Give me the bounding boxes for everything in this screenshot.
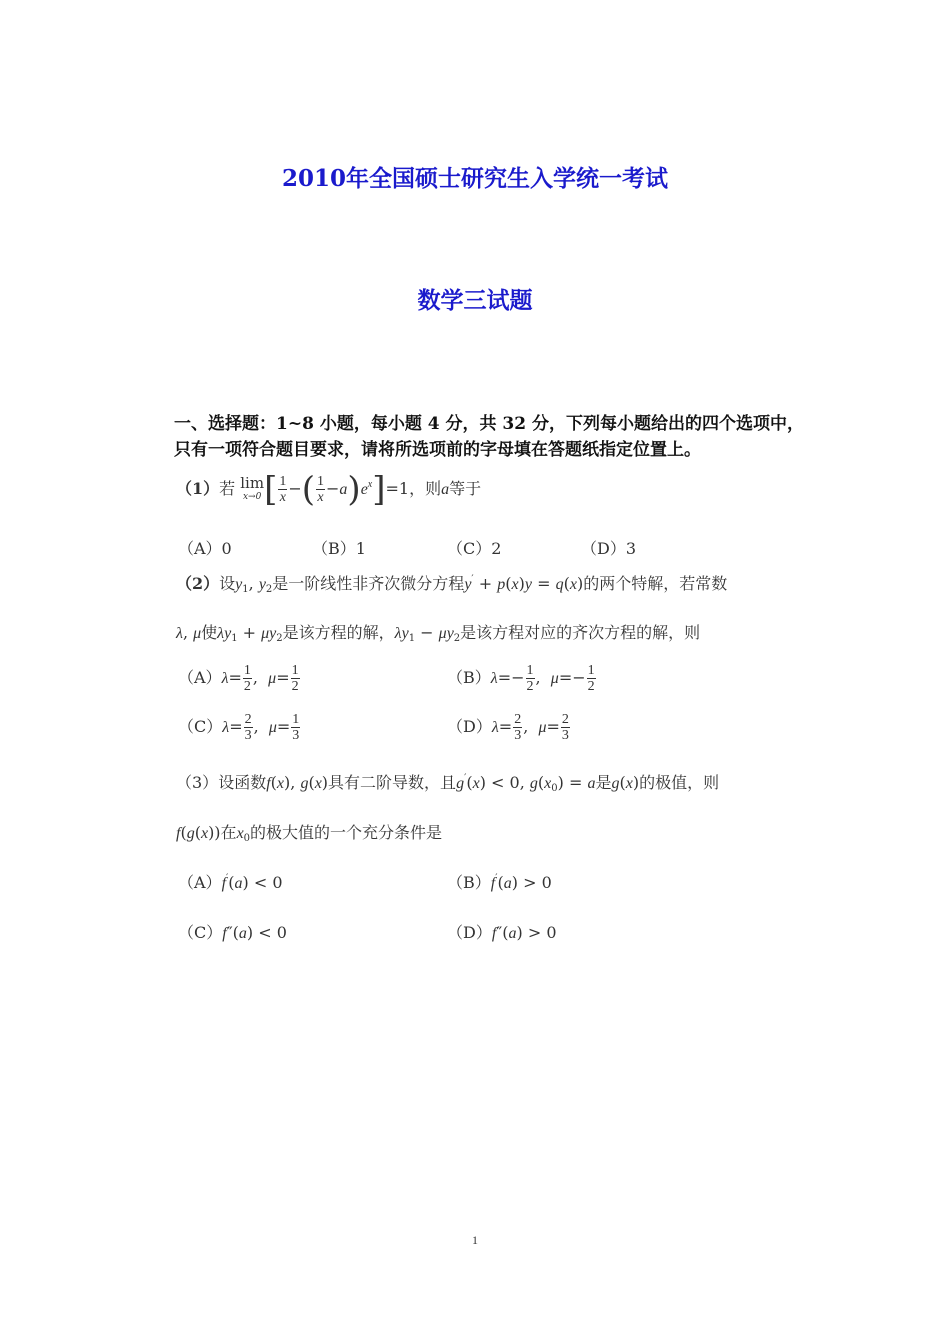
question-2-option-d-label: （D）: [447, 717, 492, 736]
section-instructions-line2: 只有一项符合题目要求，请将所选项前的字母填在答题纸指定位置上。: [174, 440, 701, 460]
question-3-option-a-label: （A）: [178, 873, 222, 892]
question-2-option-c: （C）λ= $\frac{2}{3}$ , μ= $\frac{1}{3}$: [178, 712, 300, 743]
section-instructions-line1: 一、选择题：1~8 小题，每小题 4 分，共 32 分，下列每小题给出的四个选项中，: [174, 414, 804, 434]
question-2-option-d: （D）λ= $\frac{2}{3}$ , μ= $\frac{2}{3}$: [447, 712, 569, 743]
question-3-text1: 设函数: [218, 773, 267, 792]
page-number: 1: [472, 1233, 478, 1247]
question-2-text2: 是一阶线性非齐次微分方程: [272, 574, 465, 593]
question-3-text4: 的极值，则: [639, 773, 720, 792]
exam-title: 2010年全国硕士研究生入学统一考试: [281, 165, 668, 192]
question-1-number: （1）: [176, 479, 220, 498]
question-2-line2: λ, μ使$\lambda y_1 + \mu y_2$是该方程的解，$\lambda y_1 - \mu y_2$是该方程对应的齐次方程的解，则: [176, 623, 701, 644]
question-3-option-b-label: （B）: [447, 873, 491, 892]
question-2-option-c-label: （C）: [178, 717, 223, 736]
question-3-number: （3）: [176, 773, 219, 792]
question-3-line1: （3）设函数f(x), g(x)具有二阶导数，且g′(x) < 0, $g(x_0) = a$是g(x)的极值，则: [176, 773, 720, 794]
question-3-text2: 具有二阶导数，且: [328, 773, 457, 792]
question-2-line1: （2）设$y_1$, $y_2$是一阶线性非齐次微分方程y′ + p(x)y = q(x)的两个特解，若常数: [176, 574, 728, 595]
question-3-line2: f(g(x))在$x_0$的极大值的一个充分条件是: [176, 823, 443, 844]
question-3-option-d: （D）f″(a) > 0: [447, 923, 557, 942]
question-1-option-c: （C）2: [447, 539, 502, 558]
question-3-option-c: （C）f″(a) < 0: [178, 923, 287, 942]
question-2-option-b: （B）λ=− $\frac{1}{2}$ , μ=− $\frac{1}{2}$: [447, 663, 595, 694]
question-1-option-a: （A）0: [178, 539, 232, 558]
question-2-number: （2）: [176, 574, 220, 593]
question-1-option-d: （D）3: [581, 539, 637, 558]
question-2-option-a-label: （A）: [178, 668, 222, 687]
question-2-text1: 设: [219, 574, 236, 593]
question-3-text6: 的极大值的一个充分条件是: [250, 823, 443, 842]
question-1-tail: 等于: [449, 479, 482, 498]
question-1-prefix: 若: [219, 479, 236, 498]
question-2-text4: 使: [201, 623, 218, 642]
question-2-text5: 是该方程的解，: [282, 623, 395, 642]
question-3-option-c-label: （C）: [178, 923, 223, 942]
question-2-option-a: （A）λ= $\frac{1}{2}$ , μ= $\frac{1}{2}$: [178, 663, 299, 694]
exam-subtitle: 数学三试题: [417, 287, 533, 314]
question-2-option-b-label: （B）: [447, 668, 491, 687]
question-1: （1）若 lim x→0 [ $\frac{1}{x}$ −( $\frac{1}{x}$ $-a)e^x]=1$，则a等于: [176, 469, 482, 510]
question-2-text6: 是该方程对应的齐次方程的解，则: [460, 623, 701, 642]
question-3-option-d-label: （D）: [447, 923, 492, 942]
question-3-option-b: （B）f′(a) > 0: [447, 873, 552, 892]
question-1-suffix: ，则: [409, 479, 442, 498]
question-2-text3: 的两个特解，若常数: [583, 574, 728, 593]
question-3-text3: 是: [595, 773, 612, 792]
question-3-option-a: （A）f′(a) < 0: [178, 873, 283, 892]
question-1-option-b: （B）1: [312, 539, 366, 558]
question-3-text5: 在: [220, 823, 237, 842]
limit-operator: lim x→0: [240, 473, 265, 502]
